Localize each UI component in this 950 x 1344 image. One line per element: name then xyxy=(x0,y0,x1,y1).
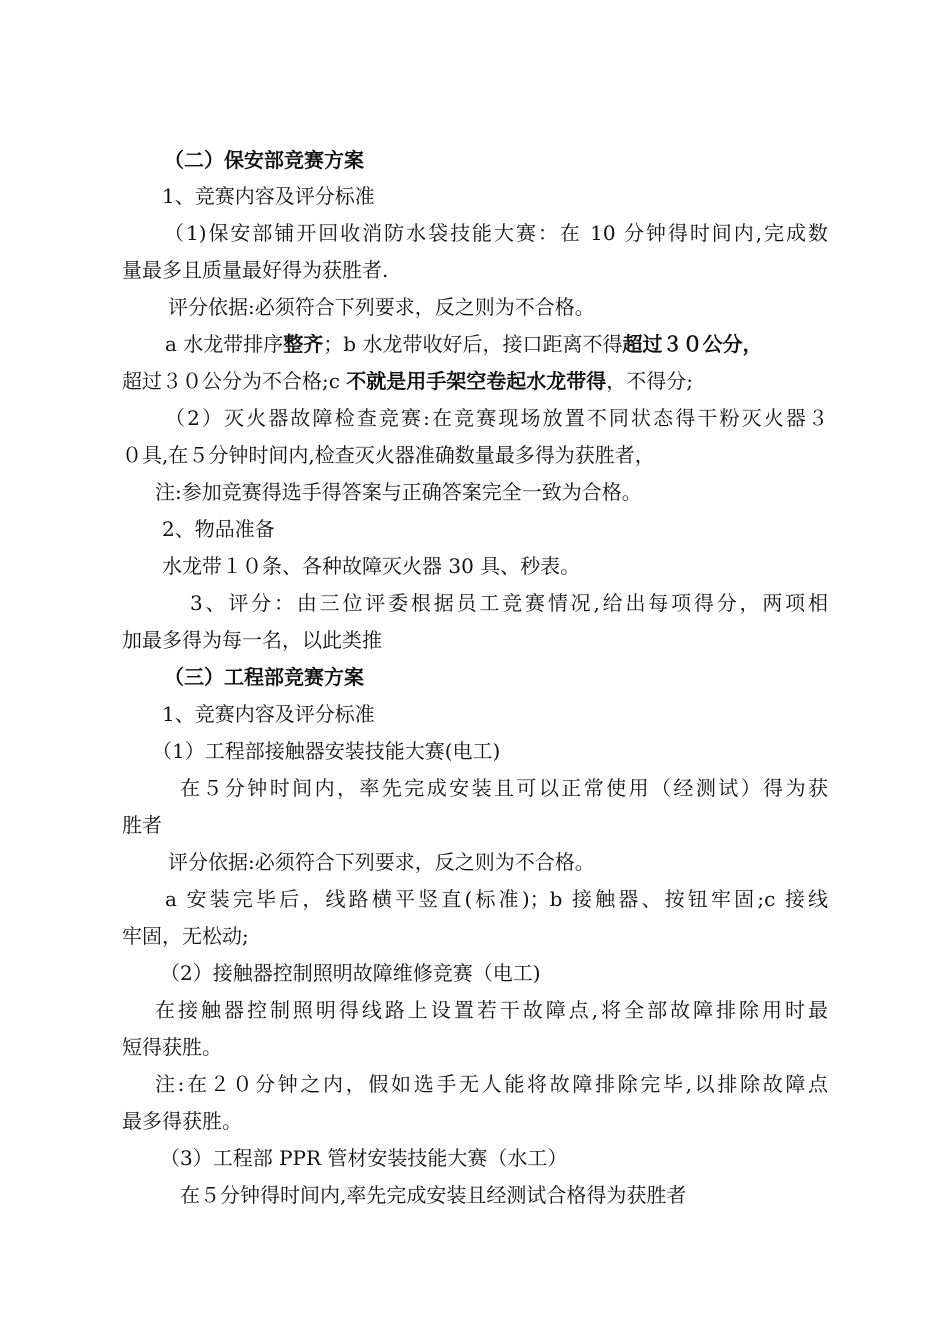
section3-note-line2: 最多得获胜。 xyxy=(122,1109,242,1133)
section3-criteria-line2: 牢固，无松动; xyxy=(122,924,249,948)
section3-note-line1: 注:在２０分钟之内，假如选手无人能将故障排除完毕,以排除故障点 xyxy=(155,1072,828,1096)
criteria-emphasis: 不就是用手架空卷起水龙带得 xyxy=(346,369,607,393)
section3-p2-desc-line2: 短得获胜。 xyxy=(122,1035,222,1059)
criteria-text: ，不得分; xyxy=(606,369,694,393)
section2-item1-title: 1、竞赛内容及评分标准 xyxy=(162,184,375,208)
section2-p1-line1: （1)保安部铺开回收消防水袋技能大赛：在 10 分钟得时间内,完成数 xyxy=(164,221,828,245)
section2-heading: （二）保安部竞赛方案 xyxy=(164,148,364,172)
section3-p2-desc-line1: 在接触器控制照明得线路上设置若干故障点,将全部故障排除用时最 xyxy=(155,998,828,1022)
criteria-text: a 水龙带排序 xyxy=(165,332,284,356)
section2-p1-line2: 量最多且质量最好得为获胜者. xyxy=(122,258,389,282)
criteria-text: ；b 水龙带收好后，接口距离不得 xyxy=(323,332,623,356)
section3-p1-title: （1）工程部接触器安装技能大赛(电工) xyxy=(152,739,501,763)
section3-p1-desc-line2: 胜者 xyxy=(122,813,162,837)
criteria-emphasis: 超过３０公分 xyxy=(622,332,743,356)
section3-p3-title: （3）工程部 PPR 管材安装技能大赛（水工） xyxy=(160,1146,568,1170)
section3-p2-title: （2）接触器控制照明故障维修竞赛（电工) xyxy=(160,961,541,985)
section3-item1-title: 1、竞赛内容及评分标准 xyxy=(162,702,375,726)
section2-scoring-line2: 加最多得为每一名，以此类推 xyxy=(122,628,382,652)
criteria-text: 超过３０公分为不合格;c xyxy=(122,369,347,393)
criteria-emphasis: 整齐 xyxy=(283,332,324,356)
section2-materials: 水龙带１０条、各种故障灭火器 30 具、秒表。 xyxy=(162,554,581,578)
criteria-text: ， xyxy=(742,332,763,356)
section3-heading: （三）工程部竞赛方案 xyxy=(164,665,364,689)
section2-p2-line2: ０具,在５分钟时间内,检查灭火器准确数量最多得为获胜者， xyxy=(122,443,655,467)
section2-criteria-intro: 评分依据:必须符合下列要求，反之则为不合格。 xyxy=(168,295,595,319)
section2-note: 注:参加竞赛得选手得答案与正确答案完全一致为合格。 xyxy=(155,480,642,504)
section3-criteria-intro: 评分依据:必须符合下列要求，反之则为不合格。 xyxy=(168,850,595,874)
section2-criteria-line1 xyxy=(165,330,762,358)
section2-item2-title: 2、物品准备 xyxy=(162,517,275,541)
section3-p3-desc: 在５分钟得时间内,率先完成安装且经测试合格得为获胜者 xyxy=(180,1183,687,1207)
section3-criteria-line1: a 安装完毕后，线路横平竖直(标准)；b 接触器、按钮牢固;c 接线 xyxy=(165,887,828,911)
section3-p1-desc-line1: 在５分钟时间内，率先完成安装且可以正常使用（经测试）得为获 xyxy=(180,776,828,800)
section2-scoring-line1: 3、评分：由三位评委根据员工竞赛情况,给出每项得分，两项相 xyxy=(190,591,828,615)
section2-p2-line1: （2）灭火器故障检查竞赛:在竞赛现场放置不同状态得干粉灭火器３ xyxy=(165,406,828,430)
section2-criteria-line2 xyxy=(122,367,693,395)
